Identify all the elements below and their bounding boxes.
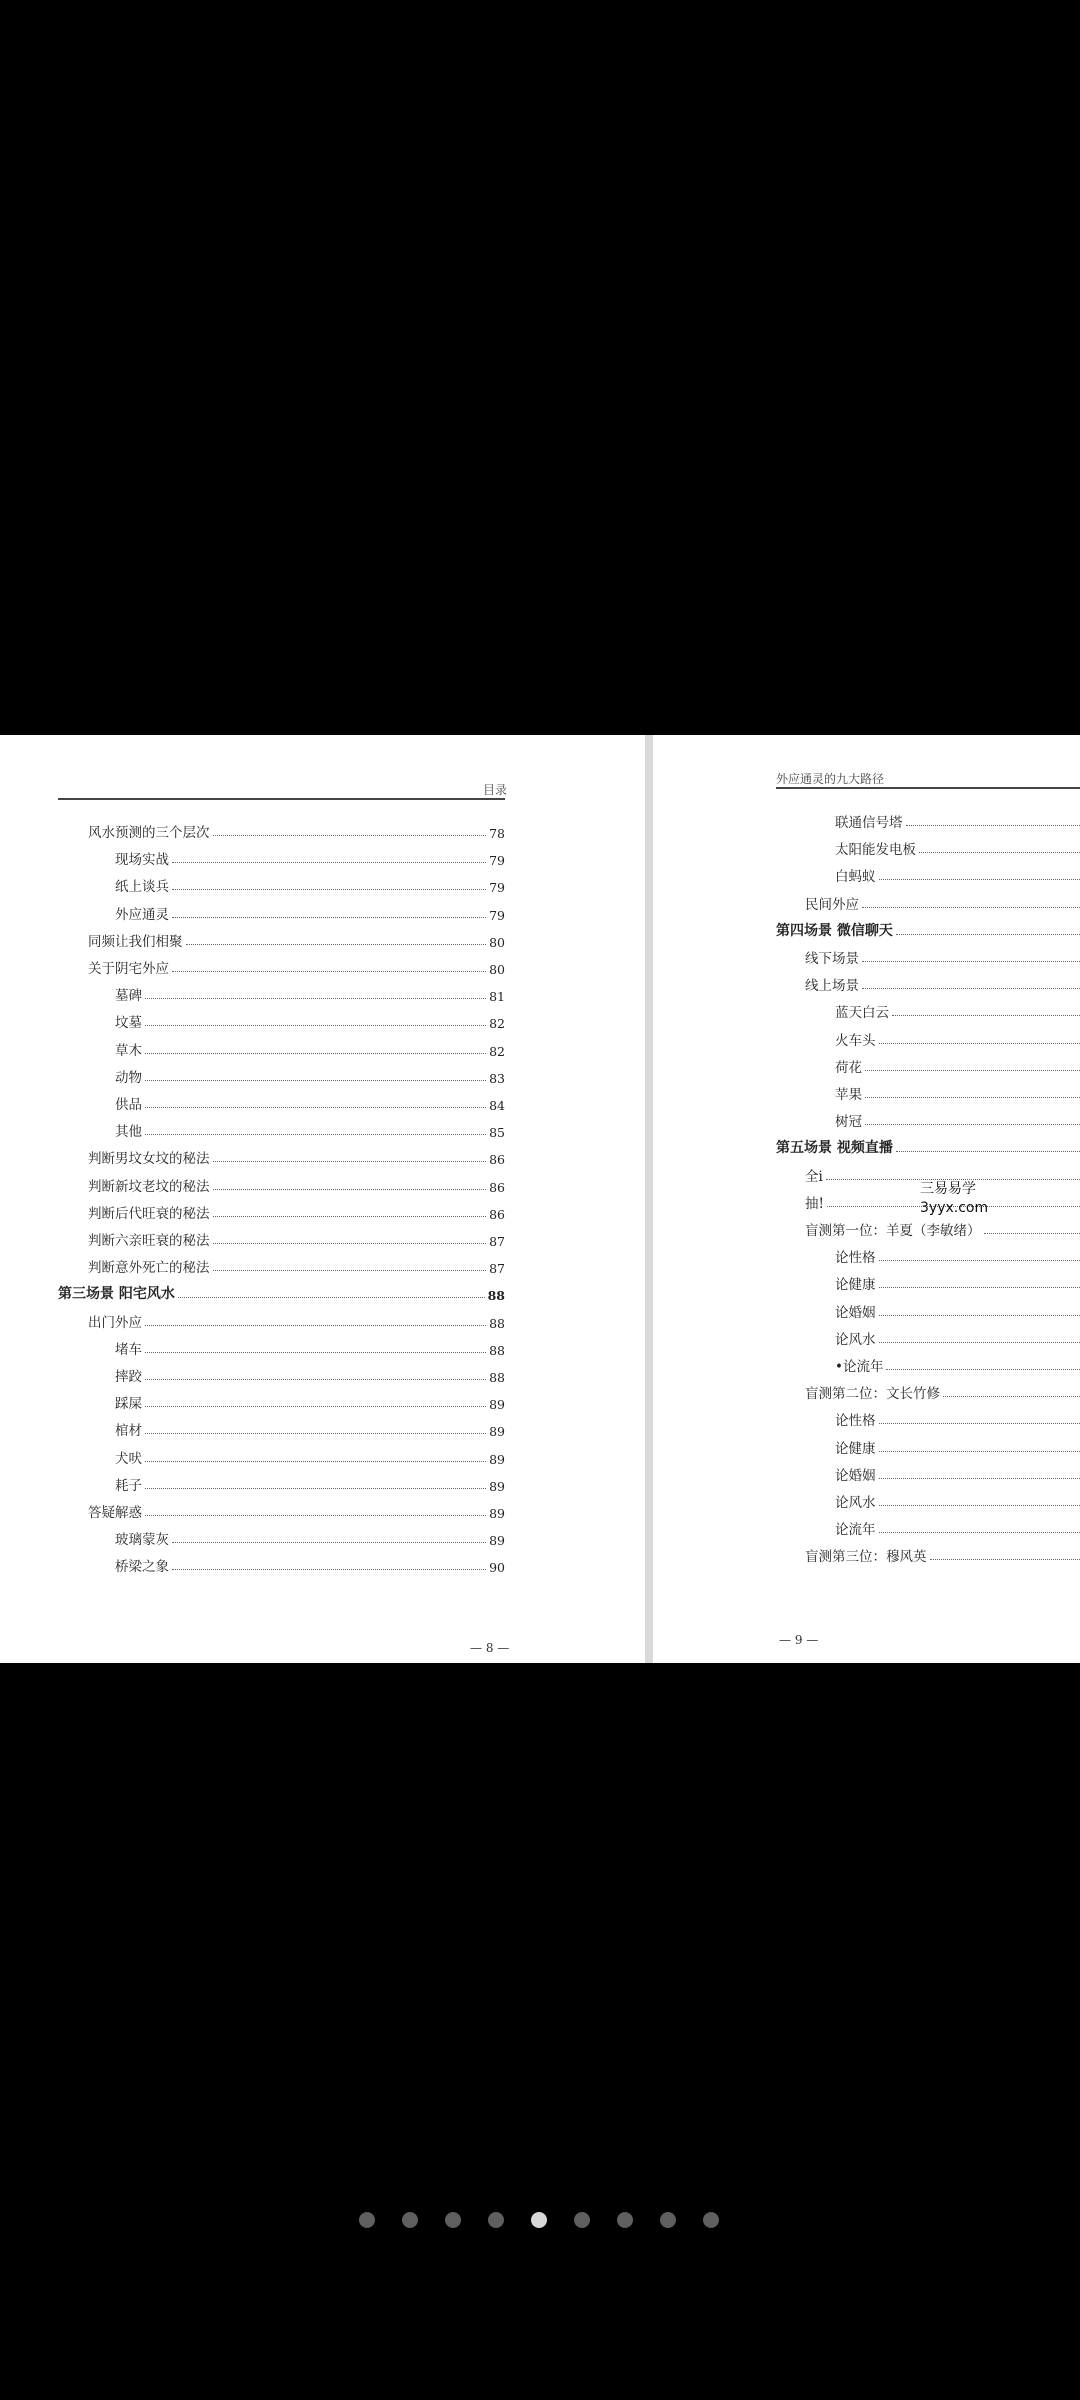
toc-entry-title: 联通信号塔 — [835, 815, 903, 831]
dot-leader — [879, 1260, 1080, 1261]
dot-leader — [862, 988, 1080, 989]
watermark-url: 3yyx.com — [920, 1200, 989, 1216]
toc-page-number: 78 — [489, 826, 505, 841]
toc-row — [88, 926, 505, 950]
toc-row — [115, 1415, 505, 1439]
toc-entry-title: 论流年 — [835, 1522, 876, 1539]
toc-row — [88, 1225, 505, 1249]
toc-entry-title: 苹果 — [835, 1087, 862, 1103]
toc-page-number: 83 — [489, 1070, 505, 1086]
dot-leader — [145, 1080, 486, 1081]
toc-row — [88, 1252, 505, 1276]
toc-entry-title: 树冠 — [835, 1114, 862, 1131]
toc-row — [835, 997, 1080, 1021]
page-indicator-dot[interactable] — [488, 2212, 504, 2228]
toc-entry-title: 论风水 — [835, 1495, 876, 1511]
toc-page-number: 82 — [489, 1043, 505, 1059]
toc-entry-title: 坟墓 — [115, 1015, 142, 1032]
toc-page-number: 90 — [489, 1560, 505, 1576]
toc-entry-title: 关于阴宅外应 — [88, 961, 169, 977]
toc-row — [115, 1361, 505, 1385]
page-header-title: 外应通灵的九大路径 — [776, 772, 885, 786]
toc-page-number: 86 — [489, 1179, 505, 1195]
toc-entry-title: 太阳能发电板 — [835, 842, 916, 859]
toc-row — [805, 943, 1080, 967]
toc-row — [835, 1460, 1080, 1484]
dot-leader — [879, 1532, 1080, 1533]
toc-entry-title: 桥梁之象 — [115, 1559, 169, 1576]
toc-page-number: 84 — [489, 1098, 505, 1113]
dot-leader — [145, 1406, 486, 1407]
toc-page-number: 89 — [489, 1397, 505, 1413]
header-rule — [776, 787, 1080, 789]
dot-leader — [145, 998, 486, 999]
toc-entry-title: 犬吠 — [115, 1450, 142, 1467]
dot-leader — [172, 889, 486, 890]
dot-leader — [213, 1189, 487, 1190]
toc-row — [835, 1025, 1080, 1049]
toc-entry-title: 民间外应 — [805, 896, 859, 913]
dot-leader — [213, 1243, 487, 1244]
book-gutter — [645, 735, 653, 1663]
toc-row — [115, 1470, 505, 1494]
page-indicator-dot[interactable] — [660, 2212, 676, 2228]
toc-page-number: 87 — [489, 1261, 505, 1277]
toc-row — [835, 1433, 1080, 1457]
book-page-right — [653, 735, 1080, 1663]
page-indicator-dot[interactable] — [445, 2212, 461, 2228]
toc-entry-title: 玻璃蒙灰 — [115, 1532, 169, 1549]
toc-row — [115, 1116, 505, 1140]
toc-row — [835, 1351, 1080, 1375]
dot-leader — [213, 835, 487, 836]
dot-leader — [879, 1423, 1080, 1424]
toc-page-number: 89 — [489, 1451, 505, 1467]
toc-page-number: 79 — [489, 853, 505, 869]
toc-row — [835, 1324, 1080, 1348]
toc-entry-title: 荷花 — [835, 1059, 862, 1076]
toc-entry-title: 判断意外死亡的秘法 — [88, 1260, 210, 1277]
dot-leader — [879, 1043, 1080, 1044]
page-header-title: 目录 — [483, 783, 508, 797]
toc-row — [115, 1388, 505, 1412]
toc-row — [115, 980, 505, 1004]
toc-entry-title: 其他 — [115, 1124, 142, 1141]
header-rule — [58, 798, 505, 800]
toc-entry-title: 踩屎 — [115, 1396, 142, 1413]
toc-entry-title: 出门外应 — [88, 1314, 142, 1331]
toc-page-number: 79 — [489, 907, 505, 923]
toc-entry-title: 盲测第一位：羊夏（李敏绪） — [805, 1223, 981, 1239]
toc-row — [805, 1215, 1080, 1239]
dot-leader — [172, 1569, 486, 1570]
toc-entry-title: 摔跤 — [115, 1369, 142, 1385]
toc-entry-title: 论婚姻 — [835, 1304, 876, 1321]
toc-page-number: 82 — [489, 1016, 505, 1032]
toc-row — [88, 1143, 505, 1167]
book-page-left — [0, 735, 645, 1663]
toc-entry-title: 墓碑 — [115, 988, 142, 1005]
dot-leader — [145, 1025, 486, 1026]
dot-leader — [213, 1216, 487, 1217]
toc-entry-title: 耗子 — [115, 1477, 142, 1494]
toc-row — [88, 1307, 505, 1331]
toc-entry-title: 草木 — [115, 1042, 142, 1059]
toc-page-number: 85 — [489, 1125, 505, 1141]
toc-page-number: 89 — [489, 1478, 505, 1494]
dot-leader — [865, 1070, 1080, 1071]
dot-leader — [892, 1015, 1080, 1016]
dot-leader — [145, 1053, 486, 1054]
toc-row — [835, 1514, 1080, 1538]
dot-leader — [886, 1369, 1080, 1370]
dot-leader — [919, 852, 1080, 853]
toc-entry-title: 棺材 — [115, 1423, 142, 1440]
toc-row — [88, 817, 505, 841]
toc-row — [88, 953, 505, 977]
toc-page-number: 81 — [489, 989, 505, 1005]
dot-leader — [145, 1107, 486, 1108]
toc-entry-title: •论流年 — [835, 1359, 884, 1375]
toc-row — [776, 1133, 1080, 1157]
toc-row — [58, 1279, 505, 1303]
dot-leader — [172, 971, 486, 972]
toc-entry-title: 第四场景 微信聊天 — [776, 922, 893, 939]
page-indicator[interactable] — [0, 2212, 1080, 2232]
watermark-text: 三易易学 — [920, 1181, 976, 1197]
toc-entry-title: 线下场景 — [805, 951, 859, 967]
dot-leader — [172, 917, 486, 918]
dot-leader — [930, 1559, 1080, 1560]
toc-entry-title: 现场实战 — [115, 852, 169, 869]
toc-row — [115, 1551, 505, 1575]
toc-row — [115, 1007, 505, 1031]
toc-entry-title: 全i — [805, 1168, 823, 1185]
toc-row — [805, 1378, 1080, 1402]
toc-entry-title: 同频让我们相聚 — [88, 933, 183, 950]
toc-entry-title: 判断男坟女坟的秘法 — [88, 1151, 210, 1168]
toc-entry-title: 风水预测的三个层次 — [88, 825, 210, 841]
toc-page-number: 80 — [489, 934, 505, 950]
dot-leader — [186, 944, 487, 945]
toc-page-number: 86 — [489, 1206, 505, 1222]
page-number: — 8 — — [470, 1641, 510, 1655]
dot-leader — [879, 1315, 1080, 1316]
toc-page-number: 88 — [489, 1370, 505, 1385]
page-indicator-dot[interactable] — [617, 2212, 633, 2228]
toc-row — [835, 1487, 1080, 1511]
dot-leader — [145, 1325, 486, 1326]
dot-leader — [213, 1270, 487, 1271]
toc-row — [88, 1198, 505, 1222]
toc-row — [88, 1171, 505, 1195]
toc-row — [805, 889, 1080, 913]
dot-leader — [984, 1233, 1080, 1234]
toc-row — [835, 1242, 1080, 1266]
toc-entry-title: 白蚂蚁 — [835, 869, 876, 886]
toc-entry-title: 答疑解惑 — [88, 1505, 142, 1521]
toc-entry-title: 论健康 — [835, 1440, 876, 1457]
toc-entry-title: 纸上谈兵 — [115, 879, 169, 896]
toc-entry-title: 供品 — [115, 1097, 142, 1113]
toc-page-number: 86 — [489, 1152, 505, 1168]
toc-row — [805, 970, 1080, 994]
page-indicator-dot[interactable] — [703, 2212, 719, 2228]
dot-leader — [862, 907, 1080, 908]
page-indicator-dot[interactable] — [402, 2212, 418, 2228]
toc-row — [115, 871, 505, 895]
dot-leader — [879, 1287, 1080, 1288]
toc-page-number: 88 — [487, 1288, 505, 1304]
toc-entry-title: 动物 — [115, 1069, 142, 1086]
toc-row — [115, 1089, 505, 1113]
toc-page-number: 80 — [489, 962, 505, 977]
page-indicator-dot[interactable] — [574, 2212, 590, 2228]
dot-leader — [145, 1515, 486, 1516]
dot-leader — [145, 1352, 486, 1353]
toc-entry-title: 判断后代旺衰的秘法 — [88, 1205, 210, 1222]
toc-entry-title: 论风水 — [835, 1331, 876, 1348]
dot-leader — [862, 961, 1080, 962]
toc-row — [115, 1062, 505, 1086]
dot-leader — [879, 1505, 1080, 1506]
toc-entry-title: 论婚姻 — [835, 1467, 876, 1484]
toc-page-number: 89 — [489, 1506, 505, 1521]
toc-row — [776, 916, 1080, 940]
toc-entry-title: 盲测第三位：穆风英 — [805, 1549, 927, 1566]
toc-entry-title: 判断新坟老坟的秘法 — [88, 1178, 210, 1195]
dot-leader — [145, 1488, 486, 1489]
toc-entry-title: 火车头 — [835, 1032, 876, 1049]
toc-row — [835, 834, 1080, 858]
dot-leader — [213, 1161, 487, 1162]
dot-leader — [145, 1433, 486, 1434]
dot-leader — [879, 879, 1080, 880]
toc-row — [835, 807, 1080, 831]
toc-row — [835, 1405, 1080, 1429]
toc-entry-title: 论性格 — [835, 1250, 876, 1267]
toc-row — [835, 861, 1080, 885]
toc-entry-title: 判断六亲旺衰的秘法 — [88, 1233, 210, 1249]
toc-row — [115, 1035, 505, 1059]
toc-row — [835, 1079, 1080, 1103]
toc-entry-title: 外应通灵 — [115, 906, 169, 923]
page-indicator-dot[interactable] — [531, 2212, 547, 2228]
toc-entry-title: 抽! — [805, 1195, 824, 1212]
toc-entry-title: 第三场景 阳宅风水 — [58, 1286, 175, 1303]
dot-leader — [145, 1461, 486, 1462]
toc-entry-title: 论性格 — [835, 1413, 876, 1430]
page-indicator-dot[interactable] — [359, 2212, 375, 2228]
dot-leader — [172, 1542, 486, 1543]
toc-row — [115, 1334, 505, 1358]
page-viewer[interactable] — [0, 735, 1080, 1663]
toc-page-number: 79 — [489, 880, 505, 896]
dot-leader — [896, 1151, 1080, 1152]
toc-entry-title: 蓝天白云 — [835, 1005, 889, 1022]
dot-leader — [906, 825, 1080, 826]
toc-row — [835, 1052, 1080, 1076]
dot-leader — [943, 1396, 1080, 1397]
toc-entry-title: 线上场景 — [805, 978, 859, 995]
dot-leader — [879, 1478, 1080, 1479]
page-number: — 9 — — [779, 1633, 819, 1647]
toc-entry-title: 盲测第二位：文长竹修 — [805, 1386, 940, 1403]
dot-leader — [172, 862, 486, 863]
dot-leader — [879, 1451, 1080, 1452]
toc-row — [835, 1297, 1080, 1321]
dot-leader — [145, 1379, 486, 1380]
toc-entry-title: 论健康 — [835, 1277, 876, 1294]
dot-leader — [896, 934, 1080, 935]
dot-leader — [178, 1297, 485, 1298]
toc-page-number: 87 — [489, 1234, 505, 1249]
toc-page-number: 89 — [489, 1533, 505, 1549]
toc-row — [835, 1269, 1080, 1293]
toc-row — [88, 1497, 505, 1521]
dot-leader — [865, 1097, 1080, 1098]
toc-entry-title: 堵车 — [115, 1341, 142, 1358]
toc-row — [835, 1106, 1080, 1130]
dot-leader — [879, 1342, 1080, 1343]
toc-entry-title: 第五场景 视频直播 — [776, 1140, 893, 1157]
toc-row — [115, 1524, 505, 1548]
toc-page-number: 89 — [489, 1424, 505, 1440]
toc-page-number: 88 — [489, 1342, 505, 1358]
toc-row — [115, 899, 505, 923]
toc-row — [115, 1443, 505, 1467]
toc-row — [805, 1541, 1080, 1565]
toc-row — [115, 844, 505, 868]
dot-leader — [145, 1134, 486, 1135]
toc-page-number: 88 — [489, 1315, 505, 1331]
dot-leader — [865, 1124, 1080, 1125]
